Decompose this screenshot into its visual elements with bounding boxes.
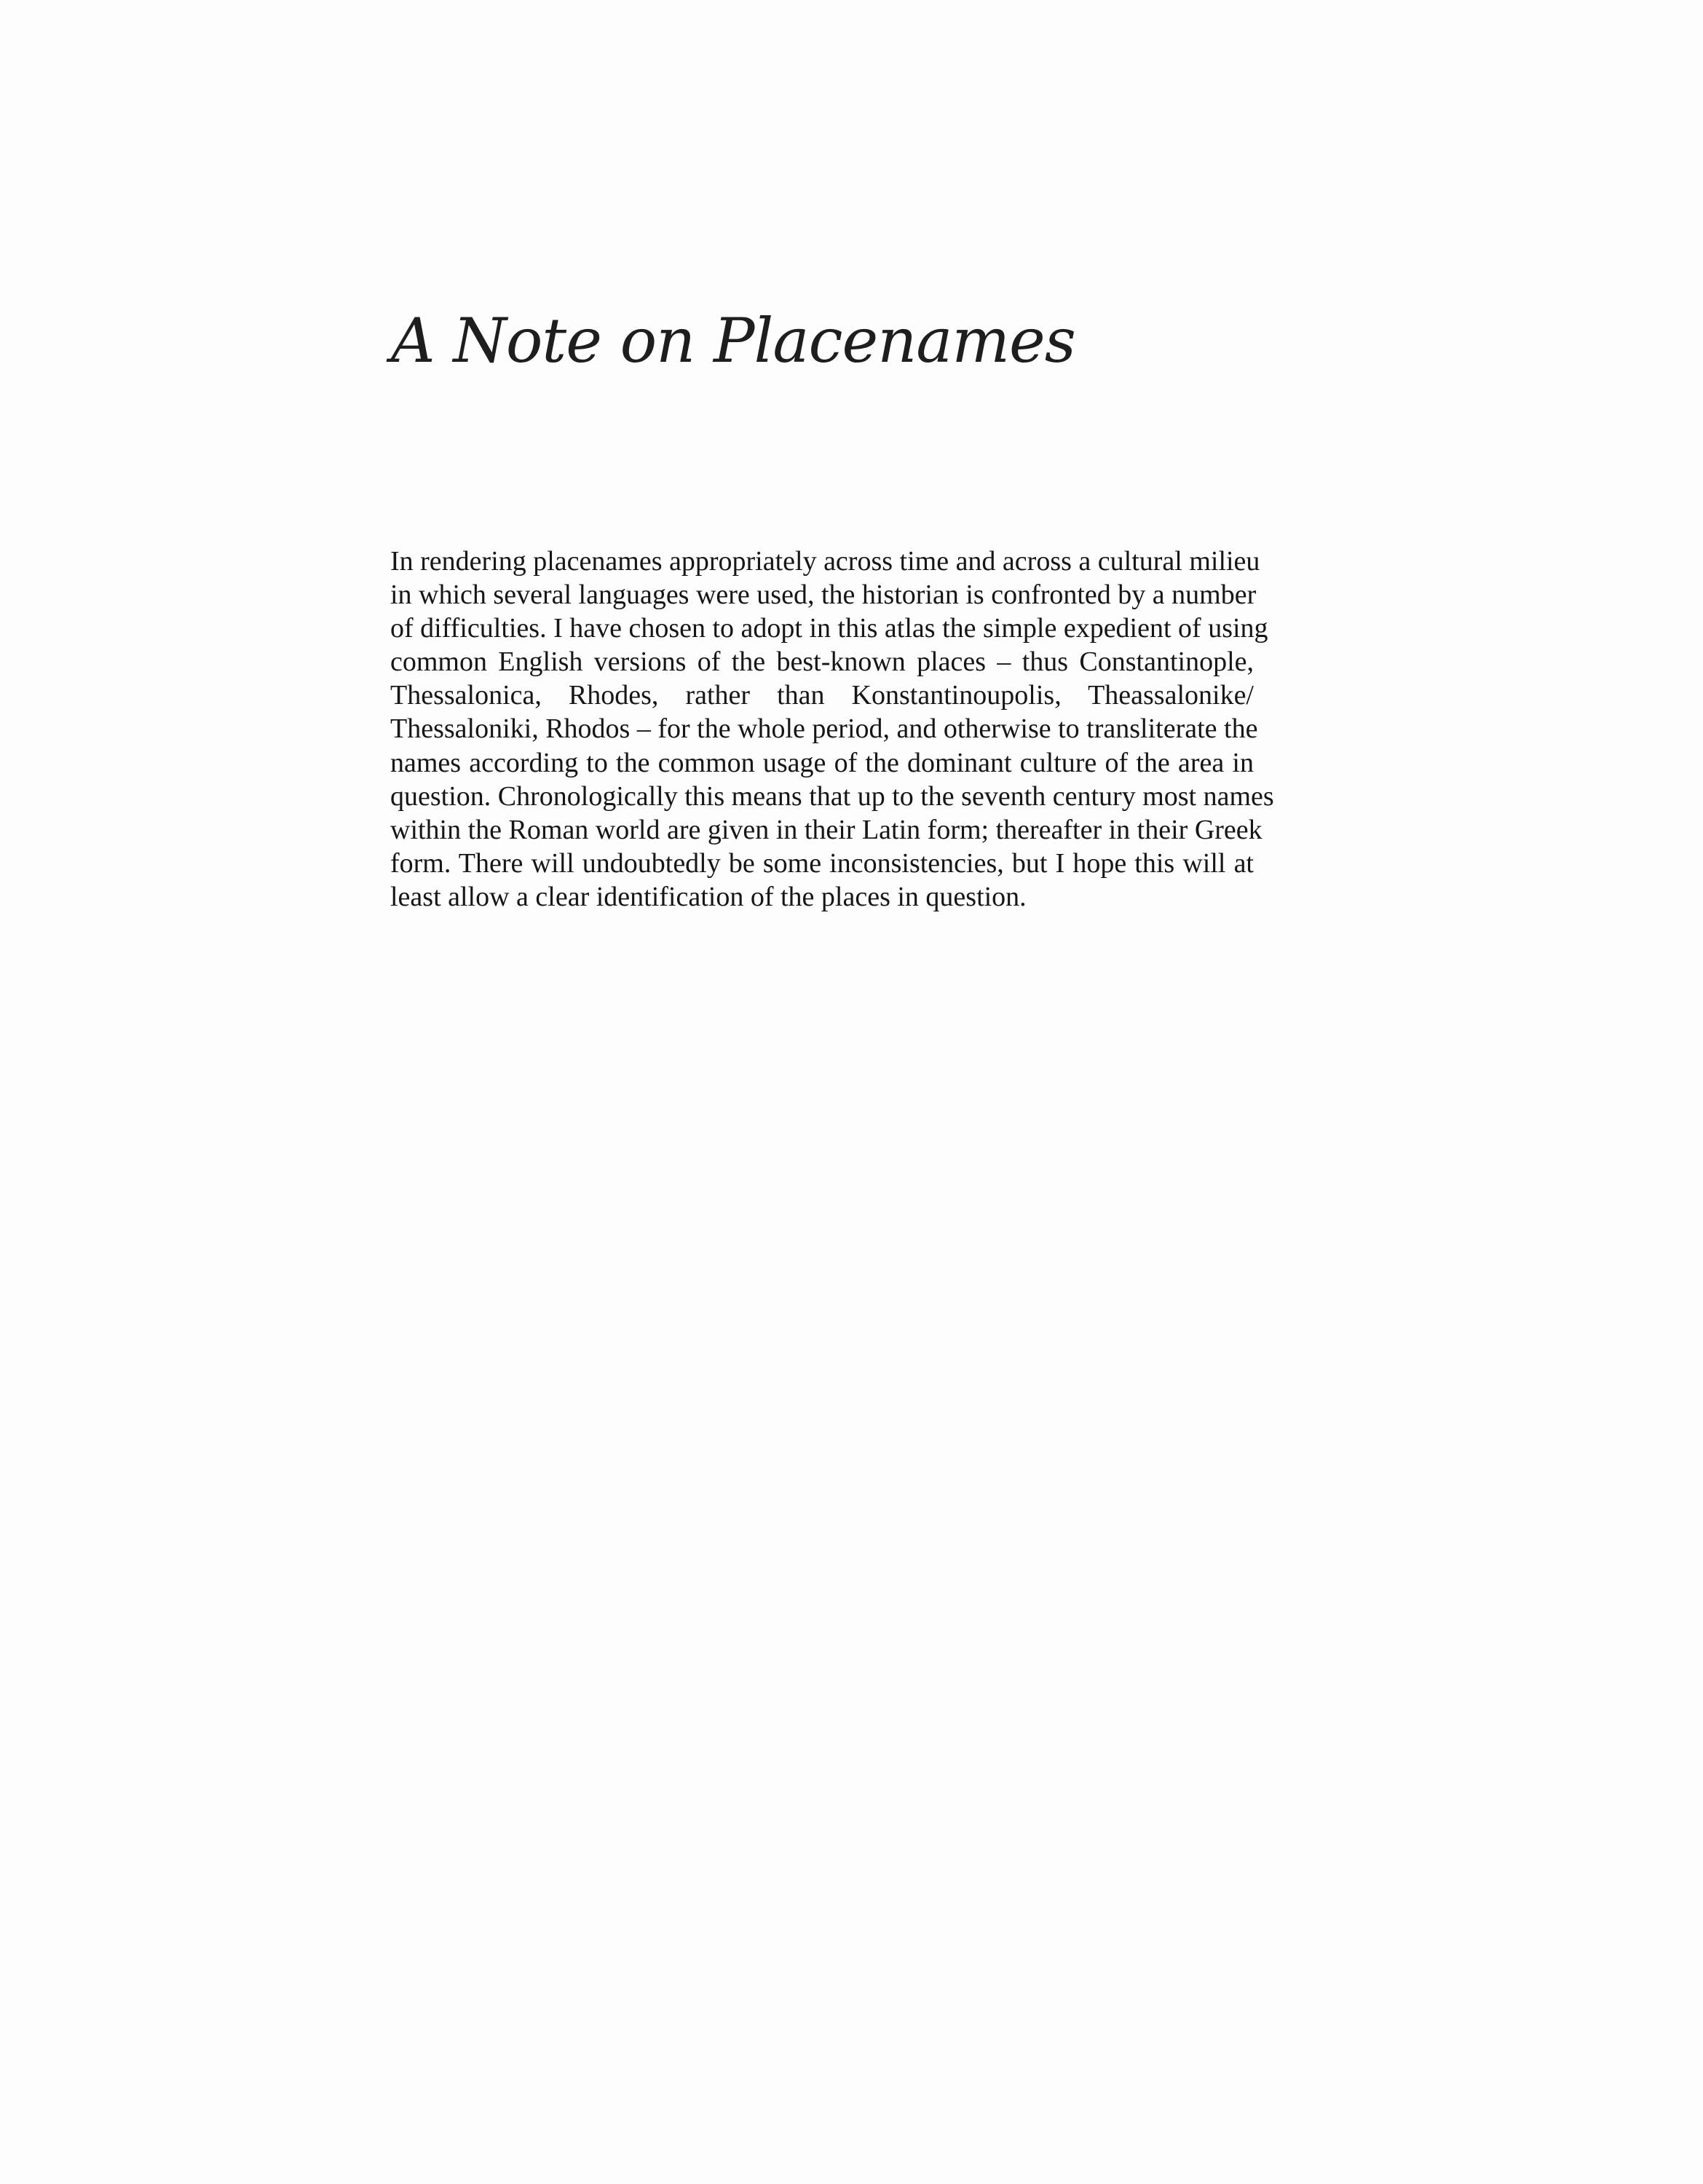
body-line: form. There will undoubtedly be some inconsistencies, but I hope this will at: [390, 847, 1254, 879]
body-line: common English versions of the best-known places – thus Constantinople,: [390, 646, 1254, 678]
body-line: Thessaloniki, Rhodos – for the whole period, and otherwise to transliterate the: [390, 713, 1258, 745]
body-line: In rendering placenames appropriately across time and across a cultural milieu: [390, 546, 1260, 577]
body-line: question. Chronologically this means that up to the seventh century most names: [390, 780, 1274, 812]
body-line: least allow a clear identification of the places in question.: [390, 881, 1027, 912]
body-line: names according to the common usage of the dominant culture of the area in: [390, 747, 1254, 778]
body-paragraph: [390, 545, 1274, 914]
body-line: Thessalonica, Rhodes, rather than Konstantinoupolis, Theassalonike/: [390, 680, 1254, 711]
page-title: A Note on Placenames: [391, 305, 1075, 376]
body-line: in which several languages were used, the historian is confronted by a number: [390, 579, 1257, 611]
body-line: of difficulties. I have chosen to adopt in this atlas the simple expedient of using: [390, 613, 1268, 644]
body-line: within the Roman world are given in their Latin form; thereafter in their Greek: [390, 814, 1263, 845]
